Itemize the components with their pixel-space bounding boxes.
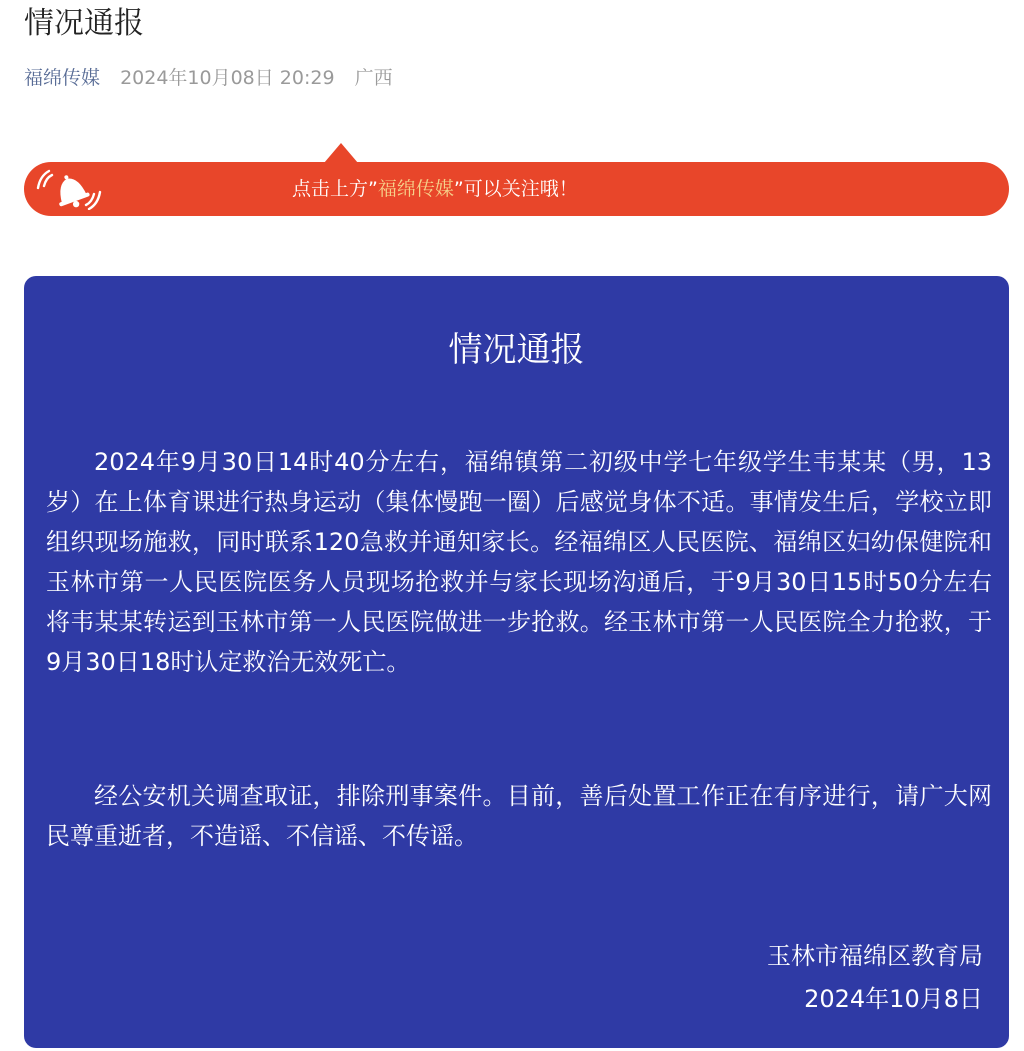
signature-date: 2024年10月8日	[804, 985, 983, 1013]
article-meta	[24, 64, 393, 92]
notice-paragraph-1	[46, 442, 992, 682]
follow-banner[interactable]	[24, 162, 1009, 216]
follow-prompt-suffix: ”可以关注哦！	[453, 178, 578, 200]
follow-prompt-prefix: 点击上方”	[292, 178, 378, 200]
follow-account-link[interactable]: 福绵传媒	[377, 178, 454, 200]
publish-date: 2024年10月08日 20:29	[120, 67, 335, 89]
follow-prompt	[292, 162, 578, 216]
banner-pointer	[324, 143, 358, 163]
notice-image	[24, 276, 1009, 1048]
notice-heading: 情况通报	[448, 330, 585, 370]
notice-paragraph-2	[46, 776, 992, 856]
notice-paragraph-2-text: 经公安机关调查取证，排除刑事案件。目前，善后处置工作正在有序进行，请广大网民尊重逝者，不造谣、不信谣、不传谣。	[46, 782, 992, 850]
account-name-link[interactable]: 福绵传媒	[24, 67, 101, 89]
bell-ringing-icon	[34, 168, 108, 210]
notice-paragraph-1-text: 2024年9月30日14时40分左右，福绵镇第二初级中学七年级学生韦某某（男，13岁）在上体育课进行热身运动（集体慢跑一圈）后感觉身体不适。事情发生后，学校立即组织现场施救，同时联系120急救并通知家长。经福绵区人民医院、福绵区妇幼保健院和玉林市第一人民医院医务人员现场抢救并与家长现场沟通后，于9月30日15时50分左右将韦某某转运到玉林市第一人民医院做进一步抢救。经玉林市第一人民医院全力抢救，于9月30日18时认定救治无效死亡。	[46, 448, 992, 676]
article-title: 情况通报	[24, 6, 144, 41]
publish-location: 广西	[354, 67, 393, 89]
signature-org: 玉林市福绵区教育局	[767, 942, 983, 970]
